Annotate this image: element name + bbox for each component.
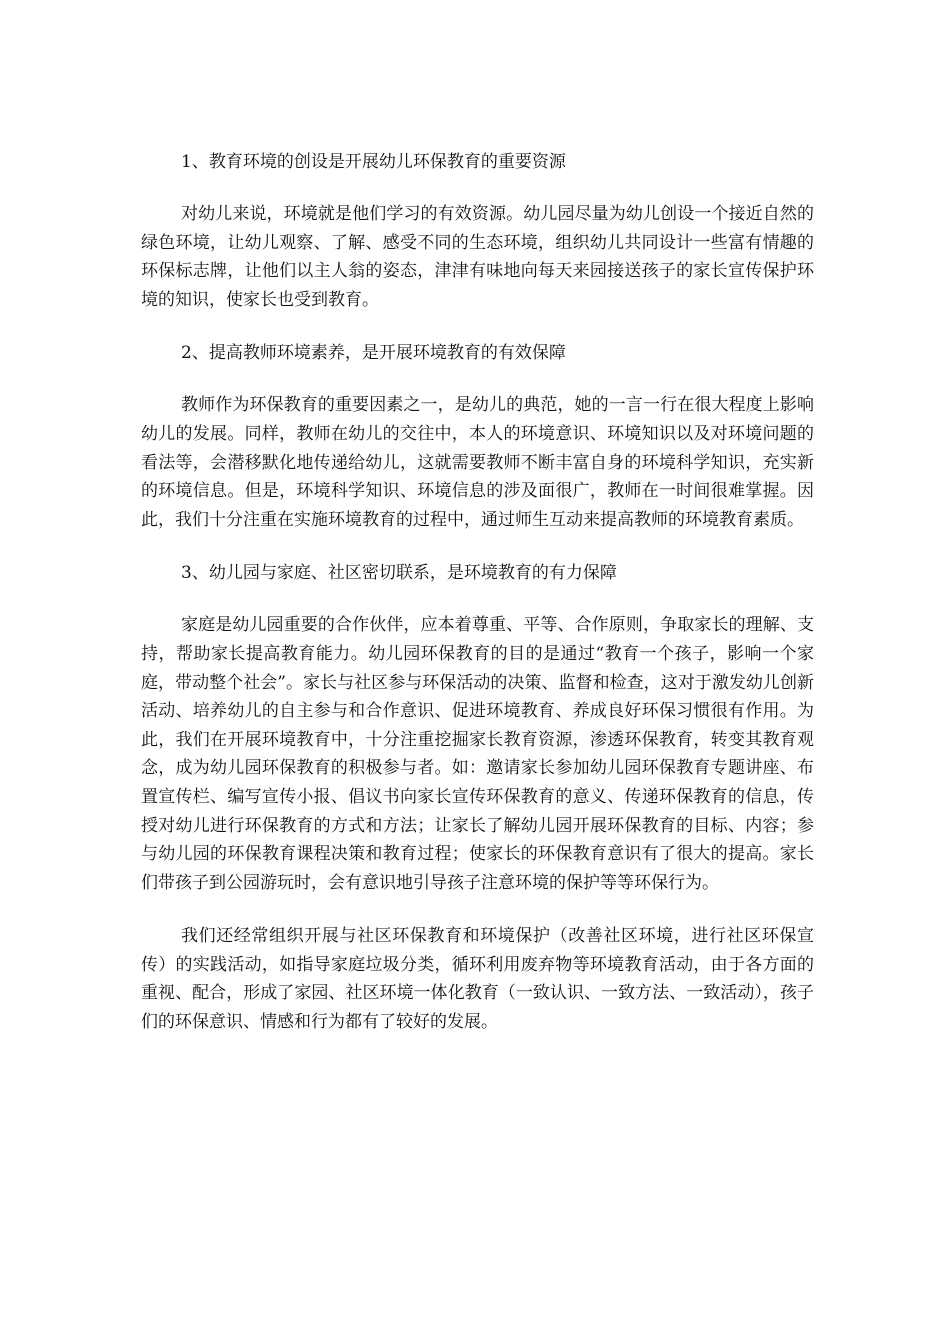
section-2-paragraph: 教师作为环保教育的重要因素之一，是幼儿的典范，她的一言一行在很大程度上影响幼儿的发展。同样，教师在幼儿的交往中，本人的环境意识、环境知识以及对环境问题的看法等，会潜移默化地传递给幼儿，这就需要教师不断丰富自身的环境科学知识，充实新的环境信息。但是，环境科学知识、环境信息的涉及面很广，教师在一时间很难掌握。因此，我们十分注重在实施环境教育的过程中，通过师生互动来提高教师的环境教育素质。 [141, 395, 814, 530]
section-3-heading: 3、幼儿园与家庭、社区密切联系，是环境教育的有力保障 [181, 563, 617, 584]
document-page [141, 148, 814, 1062]
section-3-paragraph-1: 家庭是幼儿园重要的合作伙伴，应本着尊重、平等、合作原则，争取家长的理解、支持，帮助家长提高教育能力。幼儿园环保教育的目的是通过“教育一个孩子，影响一个家庭，带动整个社会”。家长与社区参与环保活动的决策、监督和检查，这对于激发幼儿创新活动、培养幼儿的自主参与和合作意识、促进环境教育、养成良好环保习惯很有作用。为此，我们在开展环境教育中，十分注重挖掘家长教育资源，渗透环保教育，转变其教育观念，成为幼儿园环保教育的积极参与者。如：邀请家长参加幼儿园环保教育专题讲座、布置宣传栏、编写宣传小报、倡议书向家长宣传环保教育的意义、传递环保教育的信息，传授对幼儿进行环保教育的方式和方法；让家长了解幼儿园开展环保教育的目标、内容；参与幼儿园的环保教育课程决策和教育过程；使家长的环保教育意识有了很大的提高。家长们带孩子到公园游玩时，会有意识地引导孩子注意环境的保护等等环保行为。 [141, 615, 814, 893]
section-1-paragraph: 对幼儿来说，环境就是他们学习的有效资源。幼儿园尽量为幼儿创设一个接近自然的绿色环境，让幼儿观察、了解、感受不同的生态环境，组织幼儿共同设计一些富有情趣的环保标志牌，让他们以主人翁的姿态，津津有味地向每天来园接送孩子的家长宣传保护环境的知识，使家长也受到教育。 [141, 204, 814, 310]
section-3-paragraph-2: 我们还经常组织开展与社区环保教育和环境保护（改善社区环境，进行社区环保宣传）的实践活动，如指导家庭垃圾分类，循环利用废弃物等环境教育活动，由于各方面的重视、配合，形成了家园、社区环境一体化教育（一致认识、一致方法、一致活动），孩子们的环保意识、情感和行为都有了较好的发展。 [141, 926, 814, 1033]
section-2-heading: 2、提高教师环境素养，是开展环境教育的有效保障 [181, 343, 566, 364]
section-1-heading: 1、教育环境的创设是开展幼儿环保教育的重要资源 [181, 152, 566, 172]
